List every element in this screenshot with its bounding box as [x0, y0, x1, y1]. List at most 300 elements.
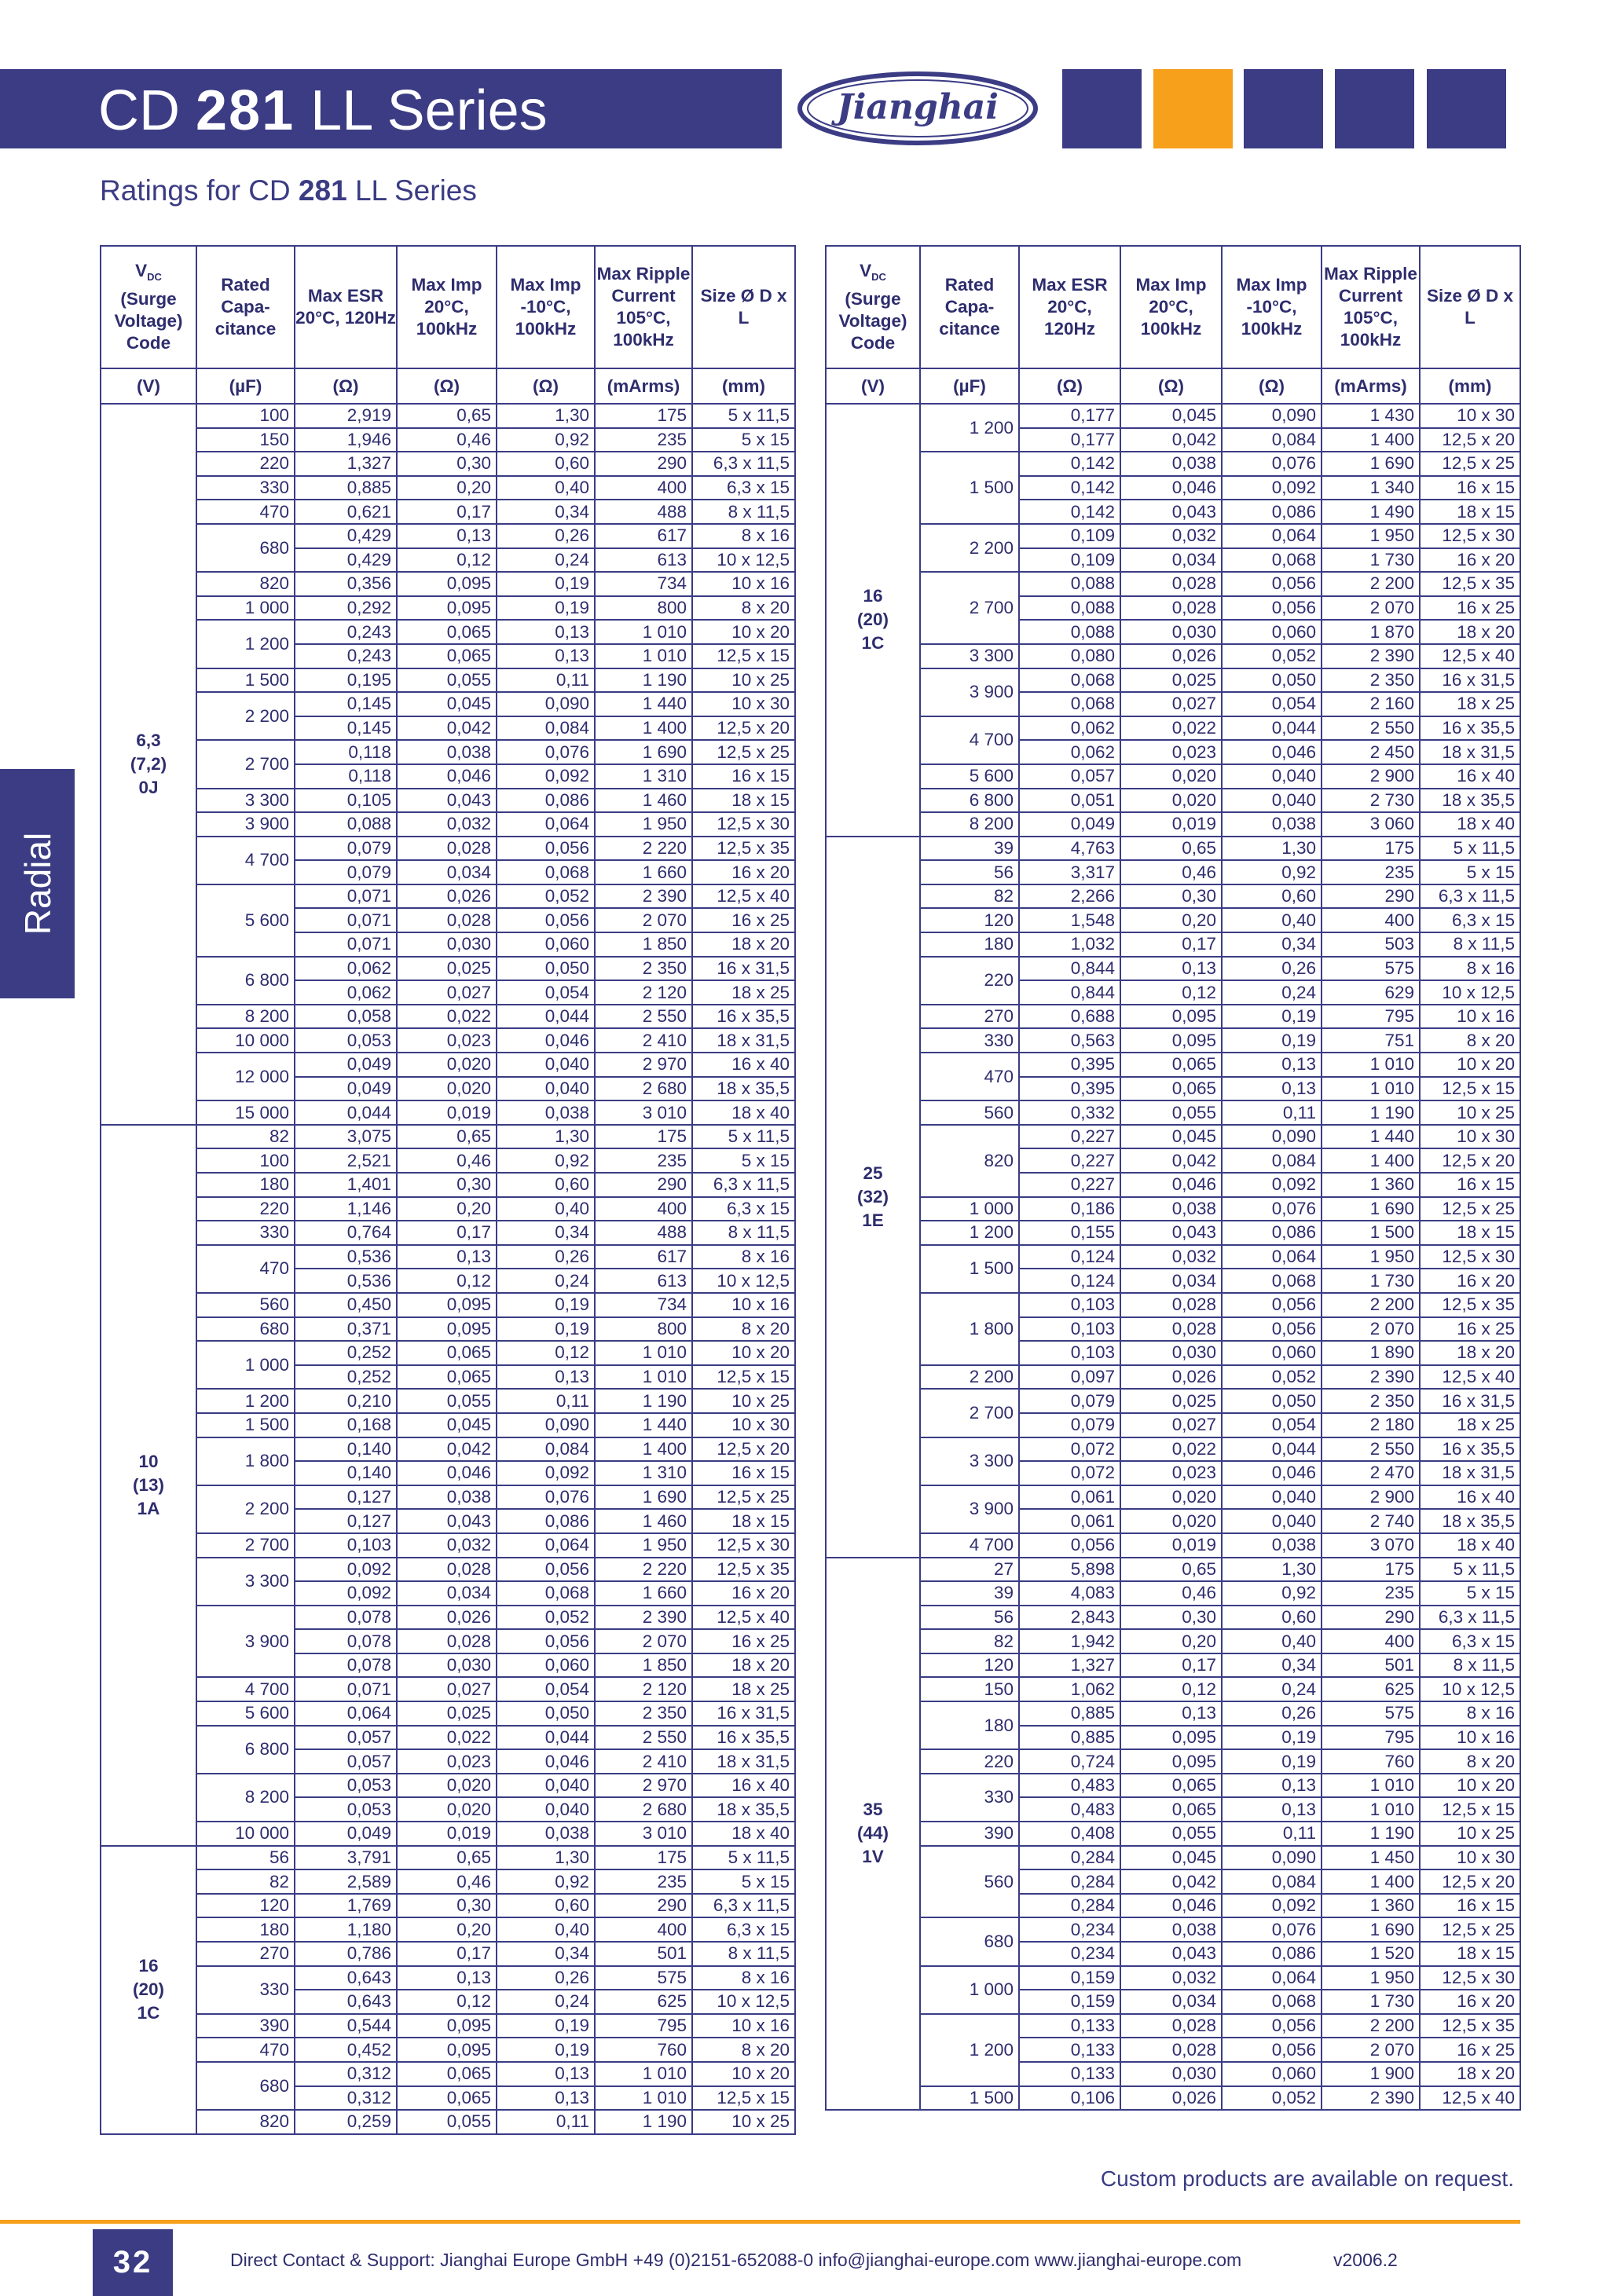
esr-cell: 0,168	[295, 1413, 397, 1437]
imp20-cell: 0,023	[397, 1749, 497, 1774]
page-number: 32	[93, 2229, 173, 2296]
header-max-imp-minus10: Max Imp -10°C, 100kHz	[1222, 246, 1322, 368]
header-max-esr: Max ESR 20°C, 120Hz	[1019, 246, 1120, 368]
capacitance-cell: 680	[196, 2062, 295, 2110]
size-cell: 12,5 x 15	[692, 2086, 795, 2111]
impm10-cell: 0,056	[1222, 596, 1322, 621]
voltage-code-cell: 10 (13) 1A	[101, 1125, 196, 1846]
ripple-cell: 2 350	[595, 957, 692, 981]
impm10-cell: 0,076	[1222, 452, 1322, 476]
esr-cell: 1,146	[295, 1197, 397, 1221]
capacitance-cell: 3 300	[920, 1437, 1019, 1485]
ripple-cell: 760	[595, 2038, 692, 2062]
capacitance-cell: 820	[920, 1125, 1019, 1197]
imp20-cell: 0,065	[1120, 1774, 1222, 1798]
ripple-cell: 175	[595, 1846, 692, 1870]
esr-cell: 0,058	[295, 1005, 397, 1029]
impm10-cell: 0,13	[1222, 1077, 1322, 1101]
size-cell: 10 x 16	[692, 1293, 795, 1317]
esr-cell: 0,234	[1019, 1942, 1120, 1966]
imp20-cell: 0,65	[397, 404, 497, 428]
ripple-cell: 290	[595, 1173, 692, 1197]
impm10-cell: 0,076	[497, 1485, 595, 1510]
impm10-cell: 1,30	[497, 404, 595, 428]
capacitance-cell: 10 000	[196, 1028, 295, 1053]
impm10-cell: 0,086	[1222, 1221, 1322, 1245]
impm10-cell: 1,30	[497, 1846, 595, 1870]
table-row	[826, 957, 1520, 981]
imp20-cell: 0,027	[1120, 1413, 1222, 1437]
impm10-cell: 0,056	[497, 837, 595, 861]
unit-size: (mm)	[692, 368, 795, 404]
ripple-cell: 2 970	[595, 1774, 692, 1798]
ripple-cell: 2 350	[1322, 668, 1420, 693]
ripple-cell: 2 410	[595, 1749, 692, 1774]
capacitance-cell: 330	[196, 1221, 295, 1245]
table-row	[826, 1533, 1520, 1558]
capacitance-cell: 1 200	[196, 1389, 295, 1413]
esr-cell: 0,056	[1019, 1533, 1120, 1558]
table-row	[826, 1389, 1520, 1413]
imp20-cell: 0,023	[397, 1028, 497, 1053]
impm10-cell: 0,92	[1222, 860, 1322, 884]
esr-cell: 0,292	[295, 596, 397, 621]
ripple-cell: 2 900	[1322, 764, 1420, 789]
impm10-cell: 0,24	[497, 1269, 595, 1293]
esr-cell: 0,109	[1019, 524, 1120, 548]
size-cell: 5 x 15	[692, 1148, 795, 1173]
ripple-cell: 2 410	[595, 1028, 692, 1053]
ripple-cell: 2 680	[595, 1797, 692, 1822]
esr-cell: 0,049	[295, 1053, 397, 1077]
impm10-cell: 0,34	[497, 500, 595, 524]
ripple-cell: 2 390	[595, 1606, 692, 1630]
size-cell: 16 x 25	[692, 1629, 795, 1653]
imp20-cell: 0,028	[1120, 572, 1222, 596]
esr-cell: 0,062	[295, 980, 397, 1005]
imp20-cell: 0,028	[397, 908, 497, 932]
imp20-cell: 0,030	[1120, 1341, 1222, 1365]
table-row	[826, 644, 1520, 668]
size-cell: 16 x 15	[692, 1461, 795, 1485]
ripple-cell: 175	[1322, 837, 1420, 861]
ripple-cell: 2 390	[1322, 644, 1420, 668]
size-cell: 16 x 35,5	[1420, 716, 1520, 741]
table-row	[826, 1653, 1520, 1678]
table-row	[101, 1822, 795, 1846]
impm10-cell: 0,19	[497, 2014, 595, 2038]
impm10-cell: 0,056	[1222, 2014, 1322, 2038]
ripple-cell: 2 180	[1322, 1413, 1420, 1437]
table-row	[826, 1100, 1520, 1125]
ripple-cell: 613	[595, 1269, 692, 1293]
size-cell: 6,3 x 15	[692, 1917, 795, 1942]
capacitance-cell: 3 900	[196, 1606, 295, 1678]
impm10-cell: 0,34	[1222, 1653, 1322, 1678]
size-cell: 16 x 31,5	[692, 1701, 795, 1726]
capacitance-cell: 2 700	[920, 1389, 1019, 1437]
table-row	[101, 1894, 795, 1918]
ripple-cell: 488	[595, 1221, 692, 1245]
esr-cell: 0,786	[295, 1942, 397, 1966]
ripple-cell: 3 070	[1322, 1533, 1420, 1558]
size-cell: 16 x 31,5	[1420, 1389, 1520, 1413]
imp20-cell: 0,028	[1120, 2038, 1222, 2062]
table-row	[101, 452, 795, 476]
size-cell: 10 x 12,5	[692, 548, 795, 573]
esr-cell: 4,083	[1019, 1581, 1120, 1606]
ripple-cell: 290	[1322, 1606, 1420, 1630]
size-cell: 16 x 40	[1420, 764, 1520, 789]
imp20-cell: 0,20	[397, 476, 497, 500]
ripple-cell: 1 690	[595, 1485, 692, 1510]
imp20-cell: 0,032	[1120, 524, 1222, 548]
table-row	[826, 1606, 1520, 1630]
series-title: CD 281 LL Series	[98, 79, 548, 142]
impm10-cell: 0,068	[1222, 1990, 1322, 2014]
impm10-cell: 0,050	[497, 1701, 595, 1726]
impm10-cell: 0,052	[1222, 2086, 1322, 2111]
ripple-cell: 175	[595, 404, 692, 428]
esr-cell: 0,078	[295, 1653, 397, 1678]
imp20-cell: 0,065	[397, 644, 497, 668]
impm10-cell: 0,084	[497, 1437, 595, 1462]
imp20-cell: 0,095	[397, 572, 497, 596]
esr-cell: 0,844	[1019, 980, 1120, 1005]
imp20-cell: 0,12	[397, 1269, 497, 1293]
imp20-cell: 0,13	[397, 1966, 497, 1990]
size-cell: 12,5 x 20	[1420, 1148, 1520, 1173]
esr-cell: 0,057	[295, 1726, 397, 1750]
capacitance-cell: 56	[920, 1606, 1019, 1630]
impm10-cell: 0,052	[497, 1606, 595, 1630]
esr-cell: 2,521	[295, 1148, 397, 1173]
ripple-cell: 1 310	[595, 764, 692, 789]
impm10-cell: 0,24	[497, 548, 595, 573]
ripple-cell: 2 550	[1322, 716, 1420, 741]
impm10-cell: 0,050	[1222, 668, 1322, 693]
size-cell: 18 x 25	[692, 1677, 795, 1701]
size-cell: 10 x 25	[1420, 1100, 1520, 1125]
ripple-cell: 1 190	[1322, 1100, 1420, 1125]
esr-cell: 0,885	[1019, 1726, 1120, 1750]
size-cell: 12,5 x 40	[1420, 2086, 1520, 2111]
esr-cell: 0,133	[1019, 2038, 1120, 2062]
table-row	[101, 1869, 795, 1894]
impm10-cell: 0,24	[1222, 980, 1322, 1005]
esr-cell: 0,088	[1019, 620, 1120, 644]
impm10-cell: 0,064	[497, 812, 595, 837]
logo-text: Jianghai	[836, 87, 999, 127]
size-cell: 10 x 12,5	[692, 1990, 795, 2014]
ratings-table-left	[100, 245, 796, 2135]
table-row	[826, 1125, 1520, 1149]
ripple-cell: 1 690	[595, 740, 692, 764]
esr-cell: 0,450	[295, 1293, 397, 1317]
imp20-cell: 0,026	[397, 884, 497, 909]
imp20-cell: 0,046	[1120, 1894, 1222, 1918]
impm10-cell: 0,12	[497, 1341, 595, 1365]
esr-cell: 0,049	[1019, 812, 1120, 837]
size-cell: 8 x 11,5	[1420, 1653, 1520, 1678]
table-row	[826, 1677, 1520, 1701]
table-row	[826, 1581, 1520, 1606]
impm10-cell: 0,086	[1222, 1942, 1322, 1966]
impm10-cell: 0,19	[497, 2038, 595, 2062]
impm10-cell: 0,13	[497, 2086, 595, 2111]
ripple-cell: 617	[595, 524, 692, 548]
size-cell: 8 x 20	[1420, 1028, 1520, 1053]
ripple-cell: 800	[595, 596, 692, 621]
table-row	[826, 1365, 1520, 1390]
imp20-cell: 0,045	[397, 1413, 497, 1437]
ripple-cell: 2 220	[595, 837, 692, 861]
imp20-cell: 0,13	[397, 1245, 497, 1269]
table-row	[826, 1917, 1520, 1942]
size-cell: 16 x 25	[1420, 596, 1520, 621]
table-row	[101, 1606, 795, 1630]
ripple-cell: 235	[595, 1869, 692, 1894]
capacitance-cell: 1 800	[920, 1293, 1019, 1365]
custom-products-note: Custom products are available on request.	[1100, 2166, 1514, 2191]
size-cell: 12,5 x 40	[692, 884, 795, 909]
imp20-cell: 0,046	[397, 764, 497, 789]
impm10-cell: 0,054	[497, 980, 595, 1005]
size-cell: 10 x 30	[1420, 1125, 1520, 1149]
table-row	[101, 1005, 795, 1029]
ripple-cell: 1 950	[1322, 1966, 1420, 1990]
capacitance-cell: 8 200	[920, 812, 1019, 837]
esr-cell: 1,180	[295, 1917, 397, 1942]
imp20-cell: 0,042	[1120, 428, 1222, 452]
size-cell: 8 x 11,5	[692, 1221, 795, 1245]
esr-cell: 0,072	[1019, 1461, 1120, 1485]
esr-cell: 0,071	[295, 884, 397, 909]
capacitance-cell: 470	[196, 500, 295, 524]
table-row	[101, 740, 795, 764]
impm10-cell: 0,92	[497, 428, 595, 452]
impm10-cell: 0,11	[1222, 1100, 1322, 1125]
impm10-cell: 1,30	[497, 1125, 595, 1149]
table-row	[826, 1485, 1520, 1510]
size-cell: 18 x 35,5	[1420, 789, 1520, 813]
imp20-cell: 0,028	[1120, 1317, 1222, 1342]
impm10-cell: 0,34	[1222, 932, 1322, 957]
size-cell: 16 x 31,5	[1420, 668, 1520, 693]
capacitance-cell: 1 500	[920, 2086, 1019, 2111]
imp20-cell: 0,042	[397, 716, 497, 741]
imp20-cell: 0,30	[397, 452, 497, 476]
impm10-cell: 0,054	[497, 1677, 595, 1701]
size-cell: 12,5 x 35	[1420, 2014, 1520, 2038]
impm10-cell: 0,060	[1222, 1341, 1322, 1365]
imp20-cell: 0,065	[1120, 1053, 1222, 1077]
imp20-cell: 0,046	[1120, 1173, 1222, 1197]
footer-contact: Direct Contact & Support: Jianghai Europe GmbH +49 (0)2151-652088-0 info@jianghai-europe.com www.jianghai-europe.com	[230, 2250, 1242, 2270]
imp20-cell: 0,065	[397, 2086, 497, 2111]
size-cell: 5 x 11,5	[692, 404, 795, 428]
size-cell: 18 x 35,5	[1420, 1509, 1520, 1533]
impm10-cell: 0,068	[497, 860, 595, 884]
table-row	[826, 452, 1520, 476]
impm10-cell: 0,044	[497, 1726, 595, 1750]
capacitance-cell: 2 200	[920, 1365, 1019, 1390]
size-cell: 18 x 35,5	[692, 1077, 795, 1101]
size-cell: 16 x 25	[692, 908, 795, 932]
unit-imp20: (Ω)	[1120, 368, 1222, 404]
impm10-cell: 0,056	[1222, 1317, 1322, 1342]
size-cell: 16 x 15	[692, 764, 795, 789]
esr-cell: 1,032	[1019, 932, 1120, 957]
impm10-cell: 0,24	[497, 1990, 595, 2014]
capacitance-cell: 1 000	[196, 1341, 295, 1389]
impm10-cell: 1,30	[1222, 837, 1322, 861]
impm10-cell: 0,056	[1222, 2038, 1322, 2062]
table-row	[826, 1966, 1520, 1990]
impm10-cell: 0,13	[1222, 1774, 1322, 1798]
size-cell: 16 x 40	[1420, 1485, 1520, 1510]
esr-cell: 0,227	[1019, 1173, 1120, 1197]
capacitance-cell: 560	[920, 1100, 1019, 1125]
imp20-cell: 0,023	[1120, 740, 1222, 764]
esr-cell: 0,088	[1019, 596, 1120, 621]
impm10-cell: 0,40	[497, 476, 595, 500]
size-cell: 10 x 20	[692, 1341, 795, 1365]
size-cell: 10 x 20	[1420, 1774, 1520, 1798]
size-cell: 18 x 31,5	[1420, 1461, 1520, 1485]
ripple-cell: 1 400	[595, 716, 692, 741]
capacitance-cell: 820	[196, 2110, 295, 2134]
capacitance-cell: 220	[920, 957, 1019, 1005]
unit-imp20: (Ω)	[397, 368, 497, 404]
ripple-cell: 235	[1322, 860, 1420, 884]
ripple-cell: 2 450	[1322, 740, 1420, 764]
ripple-cell: 2 550	[595, 1005, 692, 1029]
imp20-cell: 0,65	[397, 1125, 497, 1149]
esr-cell: 0,371	[295, 1317, 397, 1342]
imp20-cell: 0,30	[1120, 1606, 1222, 1630]
size-cell: 6,3 x 11,5	[692, 1894, 795, 1918]
imp20-cell: 0,019	[1120, 812, 1222, 837]
esr-cell: 2,919	[295, 404, 397, 428]
page-subtitle: Ratings for CD 281 LL Series	[100, 174, 477, 207]
esr-cell: 0,140	[295, 1461, 397, 1485]
ripple-cell: 625	[1322, 1677, 1420, 1701]
capacitance-cell: 5 600	[196, 1701, 295, 1726]
size-cell: 6,3 x 15	[1420, 1629, 1520, 1653]
impm10-cell: 0,038	[1222, 812, 1322, 837]
imp20-cell: 0,025	[397, 957, 497, 981]
size-cell: 12,5 x 20	[1420, 428, 1520, 452]
impm10-cell: 0,068	[1222, 1269, 1322, 1293]
voltage-code-cell: 16 (20) 1C	[826, 404, 920, 837]
imp20-cell: 0,042	[1120, 1148, 1222, 1173]
esr-cell: 0,259	[295, 2110, 397, 2134]
ripple-cell: 2 200	[1322, 572, 1420, 596]
impm10-cell: 0,084	[1222, 1148, 1322, 1173]
table-row	[101, 1677, 795, 1701]
imp20-cell: 0,025	[397, 1701, 497, 1726]
table-row	[826, 1629, 1520, 1653]
size-cell: 8 x 20	[692, 2038, 795, 2062]
table-row	[826, 668, 1520, 693]
ripple-cell: 1 490	[1322, 500, 1420, 524]
table-row	[826, 1245, 1520, 1269]
imp20-cell: 0,12	[397, 548, 497, 573]
size-cell: 18 x 20	[1420, 2062, 1520, 2086]
table-row	[826, 1293, 1520, 1317]
ripple-cell: 1 730	[1322, 1990, 1420, 2014]
table-row	[826, 789, 1520, 813]
esr-cell: 0,057	[1019, 764, 1120, 789]
size-cell: 18 x 15	[692, 789, 795, 813]
header-capacitance: Rated Capa- citance	[196, 246, 295, 368]
ripple-cell: 1 010	[595, 2062, 692, 2086]
ripple-cell: 1 890	[1322, 1341, 1420, 1365]
capacitance-cell: 2 700	[196, 1533, 295, 1558]
esr-cell: 0,452	[295, 2038, 397, 2062]
imp20-cell: 0,020	[397, 1053, 497, 1077]
esr-cell: 0,186	[1019, 1197, 1120, 1221]
esr-cell: 0,643	[295, 1966, 397, 1990]
table-row	[101, 1100, 795, 1125]
ripple-cell: 3 010	[595, 1822, 692, 1846]
esr-cell: 0,103	[1019, 1293, 1120, 1317]
capacitance-cell: 1 000	[196, 596, 295, 621]
capacitance-cell: 180	[920, 932, 1019, 957]
ripple-cell: 2 740	[1322, 1509, 1420, 1533]
impm10-cell: 0,40	[1222, 1629, 1322, 1653]
impm10-cell: 0,26	[497, 524, 595, 548]
imp20-cell: 0,17	[397, 500, 497, 524]
ripple-cell: 1 730	[1322, 548, 1420, 573]
size-cell: 16 x 31,5	[692, 957, 795, 981]
header-size: Size Ø D x L	[692, 246, 795, 368]
esr-cell: 0,133	[1019, 2014, 1120, 2038]
esr-cell: 0,177	[1019, 404, 1120, 428]
table-row	[101, 789, 795, 813]
imp20-cell: 0,026	[1120, 1365, 1222, 1390]
unit-cap: (µF)	[196, 368, 295, 404]
ripple-cell: 488	[595, 500, 692, 524]
imp20-cell: 0,028	[397, 837, 497, 861]
table-row	[101, 692, 795, 716]
unit-vdc: (V)	[101, 368, 196, 404]
capacitance-cell: 560	[196, 1293, 295, 1317]
imp20-cell: 0,65	[1120, 837, 1222, 861]
impm10-cell: 0,19	[497, 596, 595, 621]
header-square-1	[1062, 69, 1142, 148]
impm10-cell: 0,11	[497, 1389, 595, 1413]
table-row	[101, 1437, 795, 1462]
capacitance-cell: 4 700	[196, 837, 295, 884]
table-row	[101, 837, 795, 861]
imp20-cell: 0,022	[1120, 716, 1222, 741]
esr-cell: 0,053	[295, 1797, 397, 1822]
impm10-cell: 0,13	[497, 2062, 595, 2086]
capacitance-cell: 1 500	[920, 452, 1019, 524]
impm10-cell: 0,040	[497, 1797, 595, 1822]
capacitance-cell: 82	[196, 1869, 295, 1894]
ripple-cell: 1 690	[1322, 1197, 1420, 1221]
impm10-cell: 0,19	[497, 572, 595, 596]
esr-cell: 0,145	[295, 716, 397, 741]
ripple-cell: 617	[595, 1245, 692, 1269]
table-row	[826, 1701, 1520, 1726]
impm10-cell: 0,090	[497, 1413, 595, 1437]
voltage-code-cell: 16 (20) 1C	[101, 1846, 196, 2134]
imp20-cell: 0,030	[397, 1653, 497, 1678]
